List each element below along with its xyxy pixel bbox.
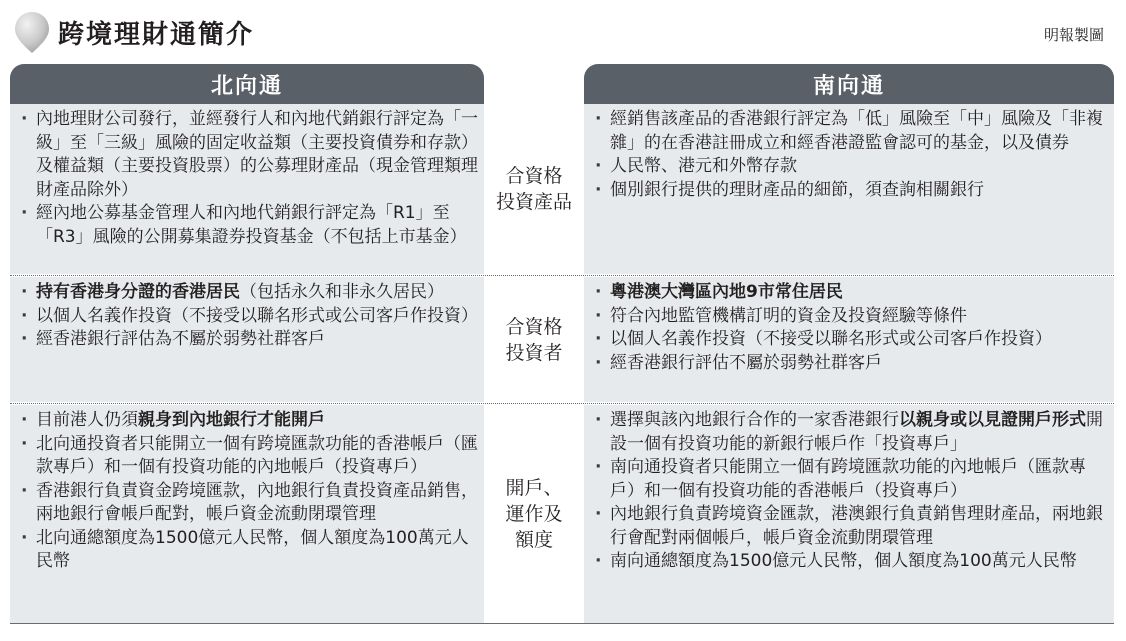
title-bar <box>0 0 1126 62</box>
northbound-products-list <box>10 104 484 253</box>
list-item: · 目前港人仍須親身到內地銀行才能開戶 <box>20 409 478 433</box>
list-item: · 北向通投資者只能開立一個有跨境匯款功能的香港帳戶（匯款專戶）和一個有投資功能的內地帳戶（投資專戶） <box>20 433 478 480</box>
list-item: · 符合內地監管機構訂明的資金及投資經驗等條件 <box>594 305 1108 329</box>
droplet-icon <box>12 10 52 54</box>
row-label-eligible-products: 合資格 投資產品 <box>495 165 572 213</box>
row-investors-northbound <box>10 277 484 402</box>
list-item: · 北向通總額度為1500億元人民幣，個人額度為100萬元人民幣 <box>20 527 478 574</box>
list-item: · 香港銀行負責資金跨境匯款，內地銀行負責投資產品銷售，兩地銀行會帳戶配對，帳戶資金流動閉環管理 <box>20 480 478 527</box>
list-item: · 選擇與該內地銀行合作的一家香港銀行以親身或以見證開戶形式開設一個有投資功能的新銀行帳戶作「投資專戶」 <box>594 409 1108 456</box>
row-investors-southbound <box>584 277 1114 402</box>
row-products-northbound <box>10 104 484 274</box>
southbound-operation-list <box>584 405 1114 578</box>
list-item: · 經香港銀行評估不屬於弱勢社群客戶 <box>594 352 1108 376</box>
list-item: · 內地銀行負責跨境資金匯款，港澳銀行負責銷售理財產品，兩地銀行會配對兩個帳戶，帳戶資金流動閉環管理 <box>594 503 1108 550</box>
row-divider <box>10 403 1114 404</box>
list-item: · 個別銀行提供的理財產品的細節，須查詢相關銀行 <box>594 179 1108 203</box>
row-label-account-operation-quota: 開戶、 運作及 額度 <box>505 477 563 551</box>
bottom-rule <box>10 623 1114 624</box>
graphic-credit: 明報製圖 <box>1043 26 1104 44</box>
list-item: · 內地理財公司發行，並經發行人和內地代銷銀行評定為「一級」至「三級」風險的固定收益類（主要投資債券和存款）及權益類（主要投資股票）的公募理財產品（現金管理類理財產品除外） <box>20 108 478 202</box>
southbound-products-list <box>584 104 1114 206</box>
list-item: · 南向通投資者只能開立一個有跨境匯款功能的內地帳戶（匯款專戶）和一個有投資功能的香港帳戶（投資專戶） <box>594 456 1108 503</box>
row-products-southbound <box>584 104 1114 274</box>
row-divider <box>10 275 1114 276</box>
list-item: · 經銷售該產品的香港銀行評定為「低」風險至「中」風險及「非複雜」的在香港註冊成立和經香港證監會認可的基金，以及債券 <box>594 108 1108 155</box>
list-item: · 以個人名義作投資（不接受以聯名形式或公司客戶作投資） <box>594 328 1108 352</box>
list-item: · 經香港銀行評估為不屬於弱勢社群客戶 <box>20 328 478 352</box>
list-item: · 持有香港身分證的香港居民（包括永久和非永久居民） <box>20 281 478 305</box>
list-item: · 以個人名義作投資（不接受以聯名形式或公司客戶作投資） <box>20 305 478 329</box>
row-operation-southbound <box>584 405 1114 623</box>
list-item: · 粵港澳大灣區內地9市常住居民 <box>594 281 1108 305</box>
row-operation-northbound <box>10 405 484 623</box>
page-title: 跨境理財通簡介 <box>58 20 255 50</box>
northbound-operation-list <box>10 405 484 578</box>
list-item: · 經內地公募基金管理人和內地代銷銀行評定為「R1」至「R3」風險的公開募集證券投資基金（不包括上市基金） <box>20 202 478 249</box>
list-item: · 人民幣、港元和外幣存款 <box>594 155 1108 179</box>
northbound-header: 北向通 <box>10 64 484 104</box>
southbound-investors-list <box>584 277 1114 379</box>
list-item: · 南向通總額度為1500億元人民幣，個人額度為100萬元人民幣 <box>594 550 1108 574</box>
row-label-eligible-investors: 合資格 投資者 <box>505 315 563 364</box>
southbound-header: 南向通 <box>584 64 1114 104</box>
northbound-investors-list <box>10 277 484 356</box>
